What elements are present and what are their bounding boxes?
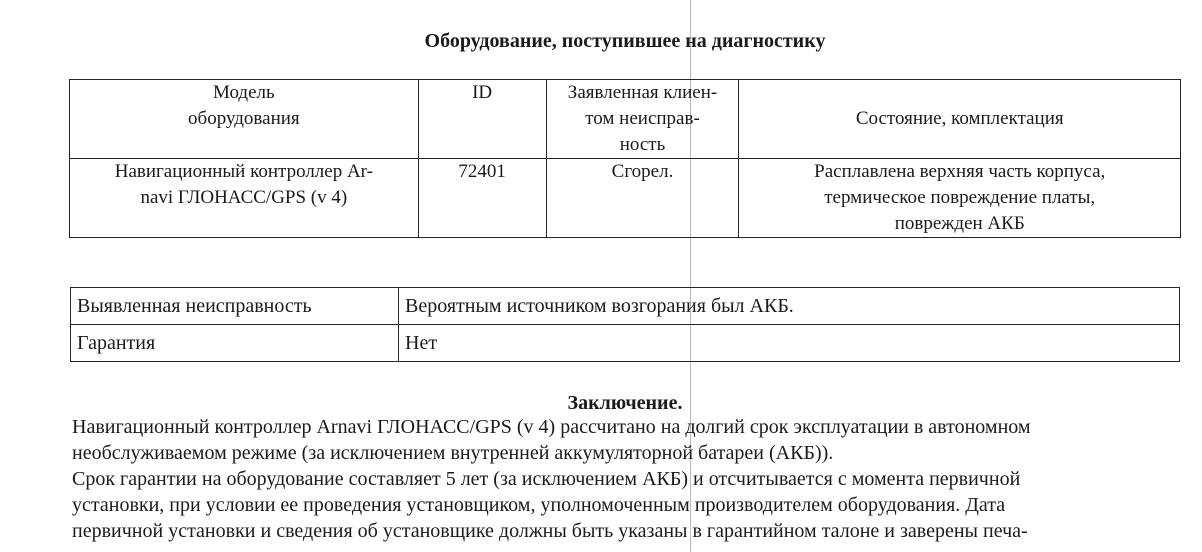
fault-value: Вероятным источником возгорания был АКБ.: [399, 288, 1180, 325]
header-model: Модель оборудования: [70, 80, 419, 159]
equipment-table-header: [70, 80, 1181, 159]
cell-state: Расплавлена верхняя часть корпуса, термическое повреждение платы, поврежден АКБ: [739, 159, 1181, 238]
conclusion-text: [72, 414, 1172, 544]
table-row: [71, 288, 1180, 325]
findings-table: [70, 287, 1180, 362]
page-title: Оборудование, поступившее на диагностику: [424, 30, 826, 52]
cell-claimed-fault: Сгорел.: [546, 159, 739, 238]
conclusion-line: необслуживаемом режиме (за исключением внутренней аккумуляторной батареи (АКБ)).: [72, 442, 834, 464]
conclusion-line: первичной установки и сведения об установщике должны быть указаны в гарантийном талоне и заверены печа-: [72, 520, 1028, 542]
table-row: [70, 159, 1181, 238]
conclusion-title: Заключение.: [567, 392, 683, 414]
conclusion-line: Навигационный контроллер Arnavi ГЛОНАСС/GPS (v 4) рассчитано на долгий срок эксплуатации в автономном: [72, 416, 1031, 438]
header-id: ID: [418, 80, 546, 159]
conclusion-line: установки, при условии ее проведения установщиком, уполномоченным производителем оборудования. Дата: [72, 494, 1006, 516]
warranty-label: Гарантия: [71, 325, 399, 362]
table-row: [71, 325, 1180, 362]
header-claimed-fault: Заявленная клиен- том неисправ- ность: [546, 80, 739, 159]
warranty-value: Нет: [399, 325, 1180, 362]
conclusion-line: Срок гарантии на оборудование составляет 5 лет (за исключением АКБ) и отсчитывается с момента первичной: [72, 468, 1021, 490]
cell-id: 72401: [418, 159, 546, 238]
fault-label: Выявленная неисправность: [71, 288, 399, 325]
equipment-table: [69, 79, 1181, 238]
cell-model: Навигационный контроллер Ar- navi ГЛОНАСС/GPS (v 4): [70, 159, 419, 238]
header-state: Состояние, комплектация: [739, 80, 1181, 159]
